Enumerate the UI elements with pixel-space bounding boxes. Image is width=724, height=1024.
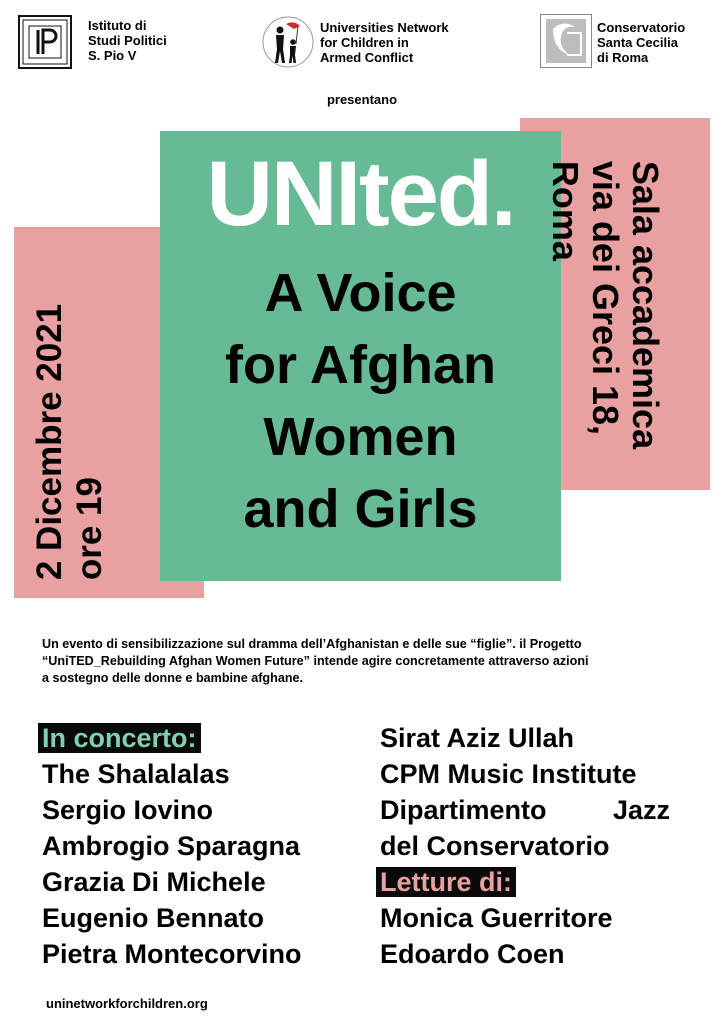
org-pio-v-name: Istituto di Studi Politici S. Pio V [88, 18, 167, 63]
performer: Grazia Di Michele [42, 867, 266, 897]
performer: Ambrogio Sparagna [42, 831, 301, 861]
concert-list [38, 720, 302, 972]
venue-line-2: via dei Greci 18, [585, 160, 626, 436]
pio-v-emblem-icon [20, 17, 70, 67]
concert-list-continued [376, 720, 670, 972]
event-description: Un evento di sensibilizzazione sul dramma dell’Afghanistan e delle sue “figlie”. il Progetto “UniTED_Rebuilding Afghan Women Future” intende agire concretamente attraverso azioni a sostegno delle donne e bambine afghane. [42, 637, 589, 685]
logo-conservatorio [540, 14, 592, 68]
performer-department: Dipartimento Jazz [380, 795, 670, 825]
event-subtitle: A Voice for Afghan Women and Girls [225, 263, 496, 539]
event-title: UNIted. [206, 143, 515, 245]
org-conservatorio-name: Conservatorio Santa Cecilia di Roma [597, 20, 686, 65]
reader: Edoardo Coen [380, 939, 565, 969]
logo-pio-v [18, 15, 72, 69]
website-link[interactable]: uninetworkforchildren.org [46, 996, 208, 1011]
presentano-label: presentano [326, 92, 398, 107]
venue-line-3: Roma [545, 160, 586, 261]
parent-child-icon [262, 16, 314, 68]
performer: Sergio Iovino [42, 795, 214, 825]
performer: Pietra Montecorvino [42, 939, 302, 969]
venue-line-1: Sala accademica [625, 160, 666, 450]
performer: The Shalalalas [42, 759, 230, 789]
date-line: 2 Dicembre 2021 [29, 303, 69, 581]
performer: CPM Music Institute [380, 759, 637, 789]
time-line: ore 19 [69, 477, 109, 581]
performer: del Conservatorio [380, 831, 610, 861]
org-universities-network-name: Universities Network for Children in Armed Conflict [320, 20, 449, 65]
reader: Monica Guerritore [380, 903, 613, 933]
readings-heading: Letture di: [376, 864, 670, 900]
concert-heading: In concerto: [38, 720, 302, 756]
performer: Sirat Aziz Ullah [380, 723, 575, 753]
logo-universities-network [262, 16, 314, 68]
conservatorio-emblem-icon [541, 15, 591, 67]
performer: Eugenio Bennato [42, 903, 264, 933]
